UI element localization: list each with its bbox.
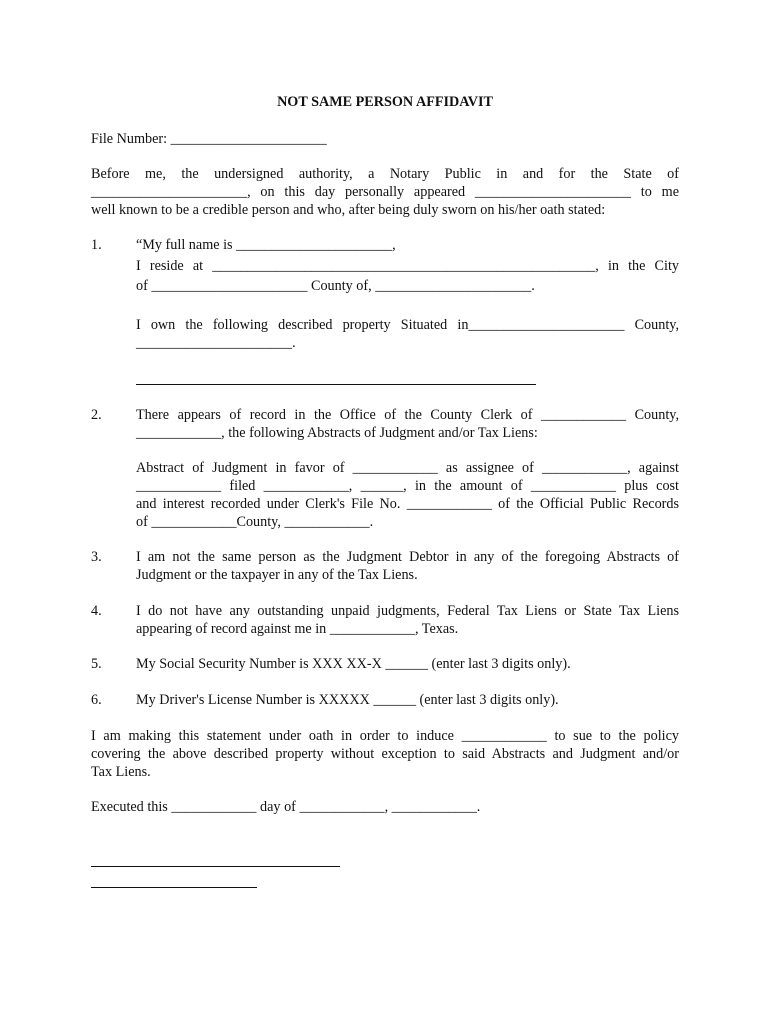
- item-2-abstract-line-2: ____________ filed ____________, ______, in the amount of ____________ plus cost: [136, 478, 679, 494]
- item-5-line-1: My Social Security Number is XXX XX-X ______ (enter last 3 digits only).: [136, 656, 571, 672]
- document-title: NOT SAME PERSON AFFIDAVIT: [277, 94, 493, 110]
- item-number: 6.: [91, 692, 102, 708]
- property-description-rule: [136, 384, 536, 385]
- item-number: 2.: [91, 407, 102, 423]
- item-2-abstract-line-3: and interest recorded under Clerk's File No. ____________ of the Official Public Records: [136, 496, 679, 512]
- item-number: 3.: [91, 549, 102, 565]
- statement-line-3: Tax Liens.: [91, 764, 151, 780]
- statement-line-2: covering the above described property without exception to said Abstracts and Judgment and/or: [91, 746, 679, 762]
- item-2-line-2: ____________, the following Abstracts of Judgment and/or Tax Liens:: [136, 425, 538, 441]
- item-3-line-2: Judgment or the taxpayer in any of the Tax Liens.: [136, 567, 418, 583]
- item-number: 1.: [91, 237, 102, 253]
- executed-line: Executed this ____________ day of ____________, ____________.: [91, 799, 481, 815]
- item-1-line-2: I reside at ______________________________________________________, in the City: [136, 258, 679, 274]
- statement-line-1: I am making this statement under oath in order to induce ____________ to sue to the policy: [91, 728, 679, 744]
- intro-line-3: well known to be a credible person and who, after being duly sworn on his/her oath stated:: [91, 202, 606, 218]
- item-1-property-line-2: ______________________.: [136, 335, 296, 351]
- item-4-line-1: I do not have any outstanding unpaid judgments, Federal Tax Liens or State Tax Liens: [136, 603, 679, 619]
- item-2-abstract-line-4: of ____________County, ____________.: [136, 514, 374, 530]
- intro-line-1: Before me, the undersigned authority, a Notary Public in and for the State of: [91, 166, 679, 182]
- item-2-abstract-line-1: Abstract of Judgment in favor of ____________ as assignee of ____________, against: [136, 460, 679, 476]
- intro-line-2: ______________________, on this day personally appeared ______________________ to me: [91, 184, 679, 200]
- item-number: 5.: [91, 656, 102, 672]
- signature-line: [91, 866, 340, 867]
- item-2-line-1: There appears of record in the Office of the County Clerk of ____________ County,: [136, 407, 679, 423]
- item-6-line-1: My Driver's License Number is XXXXX ______ (enter last 3 digits only).: [136, 692, 559, 708]
- item-1-line-1: “My full name is ______________________,: [136, 237, 396, 253]
- item-4-line-2: appearing of record against me in ____________, Texas.: [136, 621, 459, 637]
- item-1-line-3: of ______________________ County of, ______________________.: [136, 278, 535, 294]
- item-1-property-line-1: I own the following described property Situated in______________________ County,: [136, 317, 679, 333]
- printed-name-line: [91, 887, 257, 888]
- item-number: 4.: [91, 603, 102, 619]
- file-number-line: File Number: ______________________: [91, 131, 327, 147]
- item-3-line-1: I am not the same person as the Judgment Debtor in any of the foregoing Abstracts of: [136, 549, 679, 565]
